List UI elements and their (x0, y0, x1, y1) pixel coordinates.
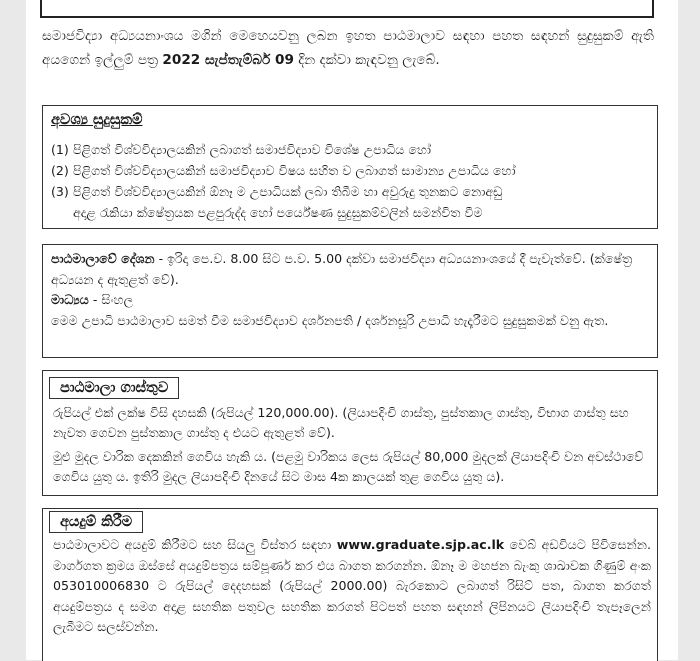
lectures-label: පාඨමාලාවේ දේශන (51, 251, 155, 266)
list-item (51, 181, 651, 202)
intro-text: සමාජවිද්‍යා අධ්‍යයනාංශය මගින් මෙහෙයවනු ලබන ඉහත පාඨමාලාව සඳහා පහත සඳහන් සුදුසුකම් ඇති අයගෙන් ඉල්ලුම් පත්‍ර (42, 28, 654, 68)
fees-section (42, 370, 658, 496)
medium-label: මාධ්‍යය (51, 292, 89, 307)
application-section (42, 508, 658, 661)
list-text: පිළිගත් විශ්වවිද්‍යාලයකින් ලබාගත් සමාජවිද්‍යාව විශේෂ උපාධිය හෝ (73, 142, 431, 157)
lectures-line (51, 249, 651, 290)
fees-title: පාඨමාලා ගාස්තුව (49, 377, 179, 399)
course-info-text (51, 249, 651, 331)
application-text-rest: වෙබ් අඩවියට පිවිසෙන්න. මාර්ගගත ක්‍රමය ඔස්සේ අයදුම්පත්‍රය සම්පූර්ණ කර එය බාගත කරගන්න. ඕනෑ ම මහජන බැංකු ශාඛාවක ගිණුම් අංක 053010006830 ට රුපියල් දෙදහසක් (රුපියල් 2000.00) බැරකොට ලබාගත් රිසිට් පත, බාගත කරගත් අයදුම්පත්‍රය ද සමග අදාළ සහතික පතුවල සහතික කරගත් පිටපත් පහත සඳහන් ලිපිනයට ලියාපදිංචි තැපෑලෙන් ලැබීමට සලස්වන්න. (53, 537, 651, 634)
medium-line (51, 290, 651, 311)
list-number: (2) (51, 163, 69, 178)
fees-paragraph: රුපියල් එක් ලක්ෂ විසි දහසකි (රුපියල් 120,000.00). (ලියාපදිංචි ගාස්තු, පුස්තකාල ගාස්තු, විභාග ගාස්තු සහ නැවත ගෙවන පුස්තකාල ගාස්තු ද එයට ඇතුළත් වේ). (53, 405, 629, 440)
application-text-start: පාඨමාලාවට අයදුම් කිරීමට සහ සියලු විස්තර සඳහා (53, 537, 332, 552)
course-info-section (42, 244, 658, 358)
list-text: පිළිගත් විශ්වවිද්‍යාලයකින් ඕනෑ ම උපාධියක් ලබා තිබීම හා අවුරුදු තුනකට නොඅඩු (73, 184, 503, 199)
list-number: (3) (51, 184, 69, 199)
application-text (53, 535, 651, 638)
application-deadline: 2022 සැප්තැම්බර් 09 (162, 52, 294, 68)
header-box-bottom-edge (40, 0, 654, 18)
requirements-title: අවශ්‍ය සුදුසුකම් (51, 112, 143, 128)
requirements-section (42, 105, 658, 229)
intro-text-end: දින දක්වා කැඳවනු ලැබේ. (298, 52, 440, 68)
requirements-list (51, 139, 651, 223)
intro-paragraph (42, 24, 654, 72)
medium-text: - සිංහල (92, 292, 134, 307)
application-title: අයදුම් කිරීම (49, 511, 143, 533)
qualification-note: මෙම උපාධි පාඨමාලාව සමත් වීම සමාජවිද්‍යාව දර්ශනපති / දර්ශනසූරි උපාධි හැදෑරීමට සුදුසුකමක් වනු ඇත. (51, 312, 609, 328)
advertisement-page (26, 0, 678, 660)
list-item-continuation: අදාළ රැකියා ක්ෂේත්‍රයක පළපුරුද්ද හෝ පර්යේෂණ සුදුසුකම්වලින් සමන්විත වීම (73, 205, 483, 220)
list-number: (1) (51, 142, 69, 157)
list-text: පිළිගත් විශ්වවිද්‍යාලයකින් සමාජවිද්‍යාව විෂය සහිත ව ලබාගත් සාමාන්‍ය උපාධිය හෝ (73, 163, 516, 178)
list-item (51, 160, 651, 181)
fees-text (53, 403, 651, 491)
installments-paragraph: මුළු මුදල වාරික දෙකකින් ගෙවිය හැකි ය. (පළමු වාරිකය ලෙස රුපියල් 80,000 මුදලක් ලියාපදිංචි වන අවස්ථාවේ ගෙවිය යුතු ය. ඉතිරි මුදල ලියාපදිංචි දිනයේ සිට මාස 4ක කාලයක් තුළ ගෙවිය යුතු ය). (53, 449, 644, 484)
list-item (51, 139, 651, 160)
website-link[interactable]: www.graduate.sjp.ac.lk (336, 537, 505, 552)
lectures-text: - ඉරිදා පෙ.ව. 8.00 සිට ප.ව. 5.00 දක්වා සමාජවිද්‍යා අධ්‍යයනාංශයේ දී පැවැත්වේ. (ක්ෂේත්‍ර අධ්‍යයන ද ඇතුළත් වේ). (51, 251, 633, 287)
